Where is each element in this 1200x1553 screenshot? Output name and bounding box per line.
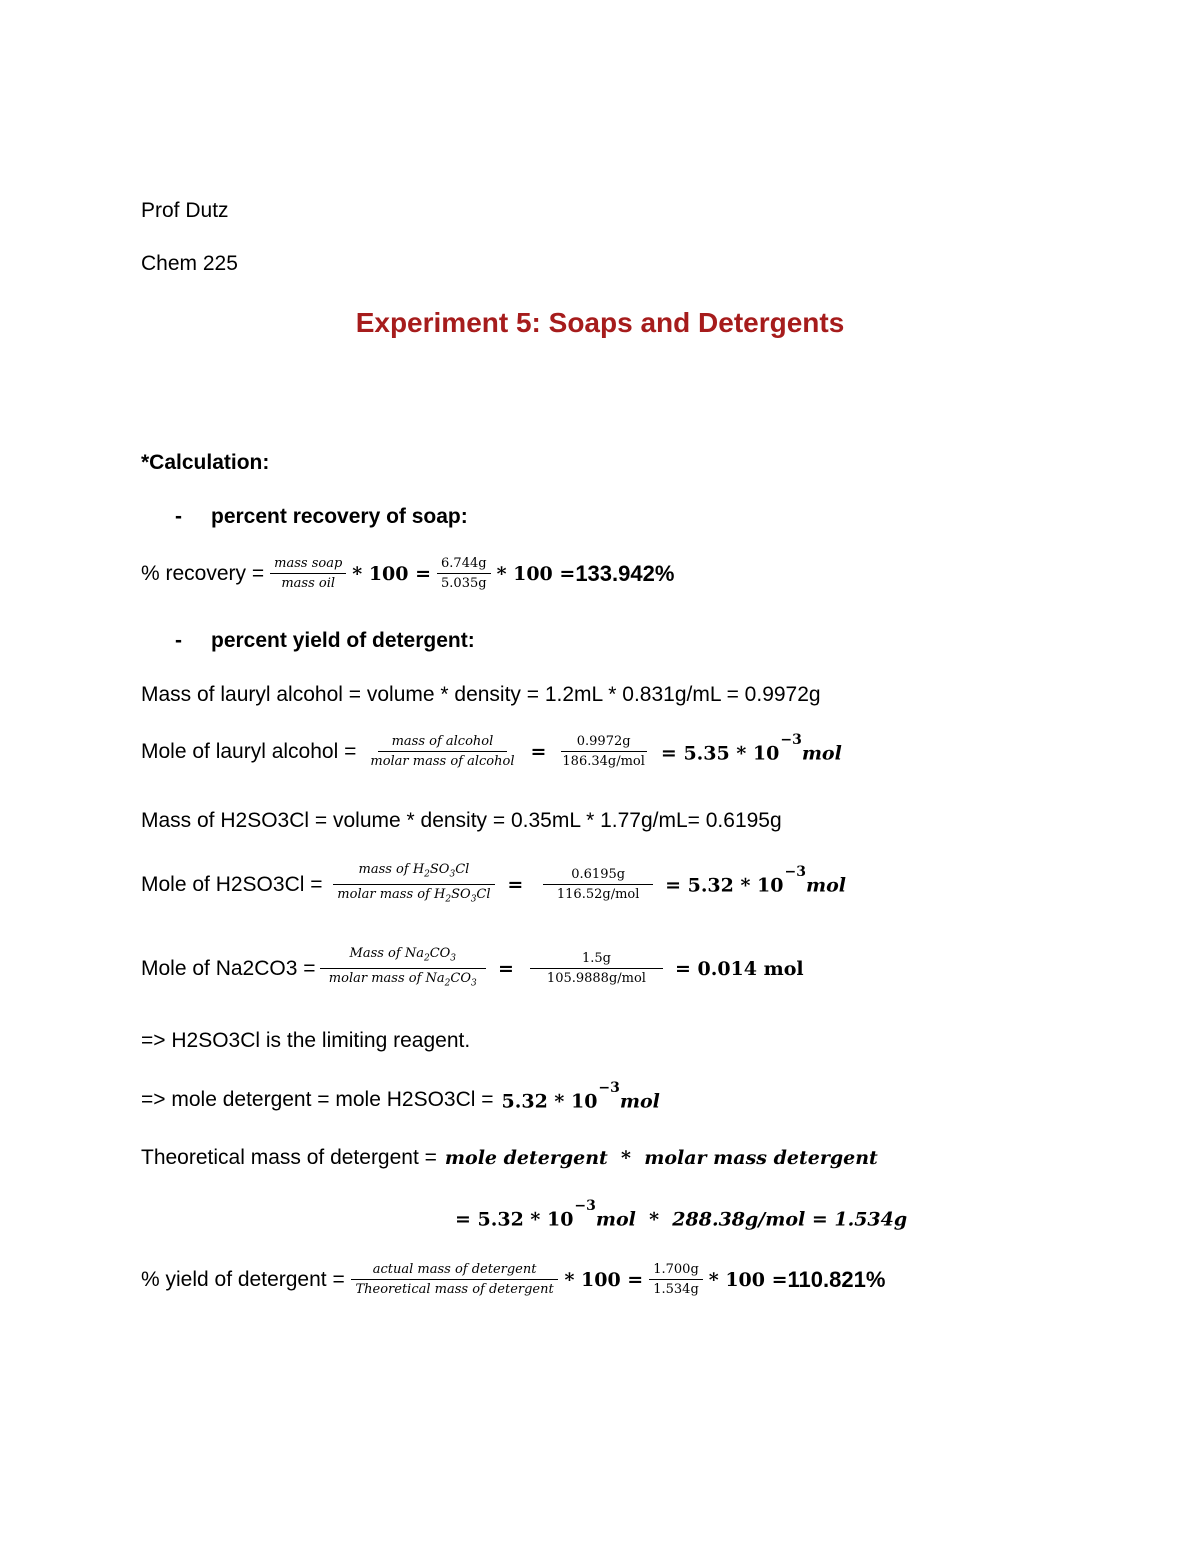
- yield-frac2-num: 1.700g: [649, 1262, 703, 1280]
- mole-lauryl-equation: [141, 731, 842, 770]
- soap-bullet: -: [175, 505, 182, 528]
- yield-times100b: * 100 =: [708, 1269, 788, 1291]
- recovery-fraction-2: [437, 556, 491, 592]
- recovery-frac1-num: mass soap: [270, 556, 346, 574]
- theoretical-mass-line: [141, 1146, 878, 1170]
- mole-detergent-value: $5.32 * 10^{-3}mol$: [501, 1080, 660, 1113]
- mole-na2co3-frac1-den: molar mass of $Na_2CO_3$: [328, 970, 477, 989]
- mole-h2so3cl-equation: [141, 862, 846, 907]
- mole-na2co3-fraction-1: [320, 946, 487, 991]
- detergent-section-label: percent yield of detergent:: [211, 629, 475, 652]
- mole-lauryl-result: = $5.35 * 10^{-3}mol$: [660, 731, 842, 765]
- mole-h2so3cl-eq: =: [507, 873, 524, 896]
- mole-na2co3-frac1-num: Mass of $Na_2CO_3$: [320, 946, 487, 969]
- soap-section-label: percent recovery of soap:: [211, 505, 468, 528]
- mole-detergent-label: => mole detergent = mole H2SO3Cl =: [141, 1088, 494, 1112]
- mole-h2so3cl-frac2-den: 116.52g/mol: [556, 886, 640, 902]
- mole-na2co3-frac2-num: 1.5g: [530, 951, 663, 969]
- recovery-result: 133.942%: [575, 561, 675, 586]
- mole-lauryl-frac2-num: 0.9972g: [561, 734, 647, 752]
- mole-h2so3cl-result: = $5.32 * 10^{-3}mol$: [665, 864, 846, 897]
- mole-lauryl-eq: =: [530, 741, 547, 763]
- limiting-reagent-line: => H2SO3Cl is the limiting reagent.: [141, 1029, 471, 1052]
- mole-lauryl-frac1-num: mass of alcohol: [378, 734, 508, 752]
- page-title: Experiment 5: Soaps and Detergents: [355, 307, 845, 338]
- mole-h2so3cl-fraction-2: [543, 867, 653, 903]
- mole-h2so3cl-frac1-num: mass of $H_2SO_3Cl$: [333, 862, 496, 885]
- mole-lauryl-fraction-1: [366, 734, 518, 770]
- yield-equation: [141, 1262, 885, 1298]
- mole-h2so3cl-frac1-den: molar mass of $H_2SO_3Cl$: [337, 886, 491, 905]
- mole-na2co3-frac2-den: 105.9888g/mol: [546, 970, 646, 986]
- yield-fraction-1: [351, 1262, 559, 1298]
- theoretical-expression: mole detergent * molar mass detergent: [444, 1147, 878, 1169]
- yield-frac1-den: Theoretical mass of detergent: [355, 1282, 554, 1297]
- yield-frac2-den: 1.534g: [653, 1282, 699, 1297]
- mole-na2co3-label: Mole of Na2CO3 =: [141, 956, 316, 980]
- mole-na2co3-eq: =: [498, 957, 514, 980]
- course-name: Chem 225: [141, 252, 238, 275]
- theoretical-label: Theoretical mass of detergent =: [141, 1146, 437, 1169]
- mole-h2so3cl-fraction-1: [333, 862, 496, 907]
- mass-h2so3cl-line: Mass of H2SO3Cl = volume * density = 0.35mL * 1.77g/mL= 0.6195g: [141, 809, 782, 832]
- yield-fraction-2: [649, 1262, 703, 1298]
- mole-h2so3cl-frac2-num: 0.6195g: [543, 867, 653, 885]
- mole-na2co3-equation: [141, 946, 804, 991]
- yield-frac1-num: actual mass of detergent: [351, 1262, 559, 1280]
- calculation-heading: *Calculation:: [141, 451, 270, 474]
- theoretical-result-value: = $5.32 * 10^{-3}mol * 288.38g/mol = 1.534g$: [455, 1198, 908, 1231]
- mole-lauryl-frac1-den: molar mass of alcohol: [370, 754, 515, 769]
- detergent-bullet: -: [175, 629, 182, 652]
- mole-lauryl-fraction-2: [558, 734, 649, 770]
- recovery-equation: [141, 556, 674, 592]
- mole-h2so3cl-label: Mole of H2SO3Cl =: [141, 872, 323, 896]
- mole-na2co3-result: = 0.014 mol: [674, 957, 804, 980]
- yield-times100: * 100 =: [564, 1269, 644, 1291]
- mole-na2co3-fraction-2: [530, 951, 663, 987]
- mass-lauryl-line: Mass of lauryl alcohol = volume * density = 1.2mL * 0.831g/mL = 0.9972g: [141, 683, 821, 706]
- yield-result: 110.821%: [787, 1267, 886, 1292]
- recovery-times100: * 100 =: [352, 563, 432, 585]
- professor-name: Prof Dutz: [141, 199, 229, 222]
- recovery-frac2-den: 5.035g: [441, 576, 487, 591]
- theoretical-mass-result: [455, 1198, 908, 1231]
- recovery-fraction-1: [270, 556, 346, 592]
- mole-lauryl-frac2-den: 186.34g/mol: [562, 754, 645, 769]
- mole-lauryl-label: Mole of lauryl alcohol =: [141, 740, 357, 763]
- recovery-frac1-den: mass oil: [281, 576, 336, 591]
- recovery-label: % recovery =: [141, 562, 265, 585]
- mole-detergent-line: [141, 1080, 660, 1113]
- recovery-times100b: * 100 =: [496, 563, 576, 585]
- recovery-frac2-num: 6.744g: [437, 556, 491, 574]
- yield-label: % yield of detergent =: [141, 1268, 345, 1291]
